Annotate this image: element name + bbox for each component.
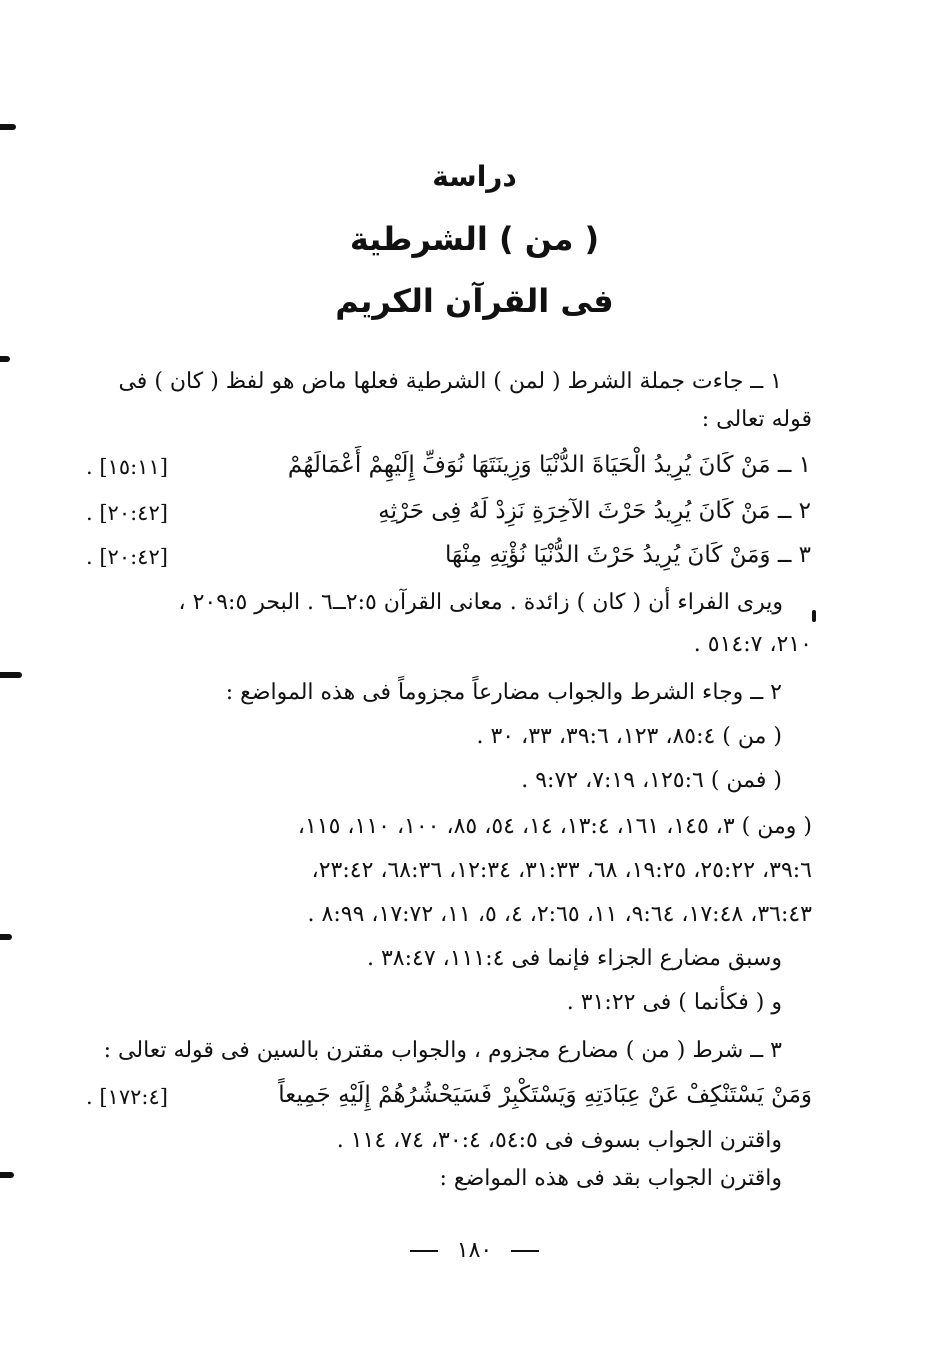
verse-4-reference: [١٧٢:٤] . — [86, 1085, 168, 1109]
scan-edge-mark — [0, 356, 10, 362]
page-number: ١٨٠ — [456, 1238, 493, 1263]
paragraph-2-faman: ( فمن ) ١٢٥:٦، ٧:١٩، ٩:٧٢ . — [521, 768, 782, 793]
verse-1-reference: [١٥:١١] . — [86, 455, 168, 479]
verse-3-reference: [٢٠:٤٢] . — [86, 545, 168, 569]
paragraph-3-qad: واقترن الجواب بقد فى هذه المواضع : — [439, 1166, 782, 1191]
scan-margin-tick — [812, 610, 816, 622]
farra-note-line-2: ٢١٠، ٥١٤:٧ . — [693, 632, 812, 657]
verse-3: ٣ ــ وَمَنْ كَانَ يُرِيدُ حَرْثَ الدُّنْيَا نُؤْتِهِ مِنْهَا — [445, 542, 811, 568]
paragraph-3-line-1: ٣ ــ شرط ( من ) مضارع مجزوم ، والجواب مقترن بالسين فى قوله تعالى : — [103, 1038, 782, 1063]
paragraph-2-fakaanama: و ( فكأنما ) فى ٣١:٢٢ . — [566, 990, 782, 1015]
footer-dash-left — [511, 1250, 539, 1252]
paragraph-3-sawfa: واقترن الجواب بسوف فى ٥٤:٥، ٣٠:٤، ٧٤، ١١٤ . — [336, 1128, 782, 1153]
verse-2-reference: [٢٠:٤٢] . — [86, 501, 168, 525]
scan-edge-mark — [0, 672, 22, 678]
paragraph-2-waman-line-3: ٣٦:٤٣، ١٧:٤٨، ٩:٦٤، ١١، ٢:٦٥، ٤، ٥، ١١، ١٧:٧٢، ٨:٩٩ . — [307, 902, 812, 927]
paragraph-2-sabaq: وسبق مضارع الجزاء فإنما فى ١١١:٤، ٣٨:٤٧ . — [366, 946, 782, 971]
footer-dash-right — [410, 1250, 438, 1252]
paragraph-2-man: ( من ) ٨٥:٤، ١٢٣، ٣٩:٦، ٣٣، ٣٠ . — [476, 724, 782, 749]
paragraph-1-line-1: ١ ــ جاءت جملة الشرط ( لمن ) الشرطية فعلها ماض هو لفظ ( كان ) فى — [118, 369, 782, 394]
title-line-3: فى القرآن الكريم — [335, 282, 614, 320]
paragraph-1-line-2: قوله تعالى : — [701, 407, 812, 432]
scan-edge-mark — [0, 1172, 14, 1178]
scan-edge-mark — [0, 124, 16, 130]
verse-1: ١ ــ مَنْ كَانَ يُرِيدُ الْحَيَاةَ الدُّنْيَا وَزِينَتَهَا نُوَفِّ إِلَيْهِمْ أَعْمَالَهُمْ — [287, 452, 811, 478]
farra-note-line-1: ويرى الفراء أن ( كان ) زائدة . معانى القرآن ٢:٥ــ٦ . البحر ٢٠٩:٥ ، — [178, 590, 783, 615]
paragraph-2-waman-line-1: ( ومن ) ٣، ١٤٥، ١٦١، ١٣:٤، ١٤، ٥٤، ٨٥، ١٠٠، ١١٠، ١١٥، — [297, 814, 812, 839]
paragraph-2-line-1: ٢ ــ وجاء الشرط والجواب مضارعاً مجزوماً فى هذه المواضع : — [225, 680, 782, 705]
title-line-2: ( من ) الشرطية — [349, 220, 600, 258]
page-footer — [0, 1238, 949, 1263]
scan-edge-mark — [0, 934, 12, 940]
paragraph-2-waman-line-2: ٣٩:٦، ٢٥:٢٢، ١٩:٢٥، ٦٨، ٣١:٣٣، ١٢:٣٤، ٦٨:٣٦، ٢٣:٤٢، — [311, 858, 812, 883]
title-line-1: دراسة — [432, 160, 517, 193]
verse-2: ٢ ــ مَنْ كَانَ يُرِيدُ حَرْثَ الآخِرَةِ نَزِدْ لَهُ فِى حَرْثِهِ — [378, 498, 811, 524]
verse-4: وَمَنْ يَسْتَنْكِفْ عَنْ عِبَادَتِهِ وَيَسْتَكْبِرْ فَسَيَحْشُرُهُمْ إِلَيْهِ جَمِيعاً — [278, 1082, 812, 1108]
